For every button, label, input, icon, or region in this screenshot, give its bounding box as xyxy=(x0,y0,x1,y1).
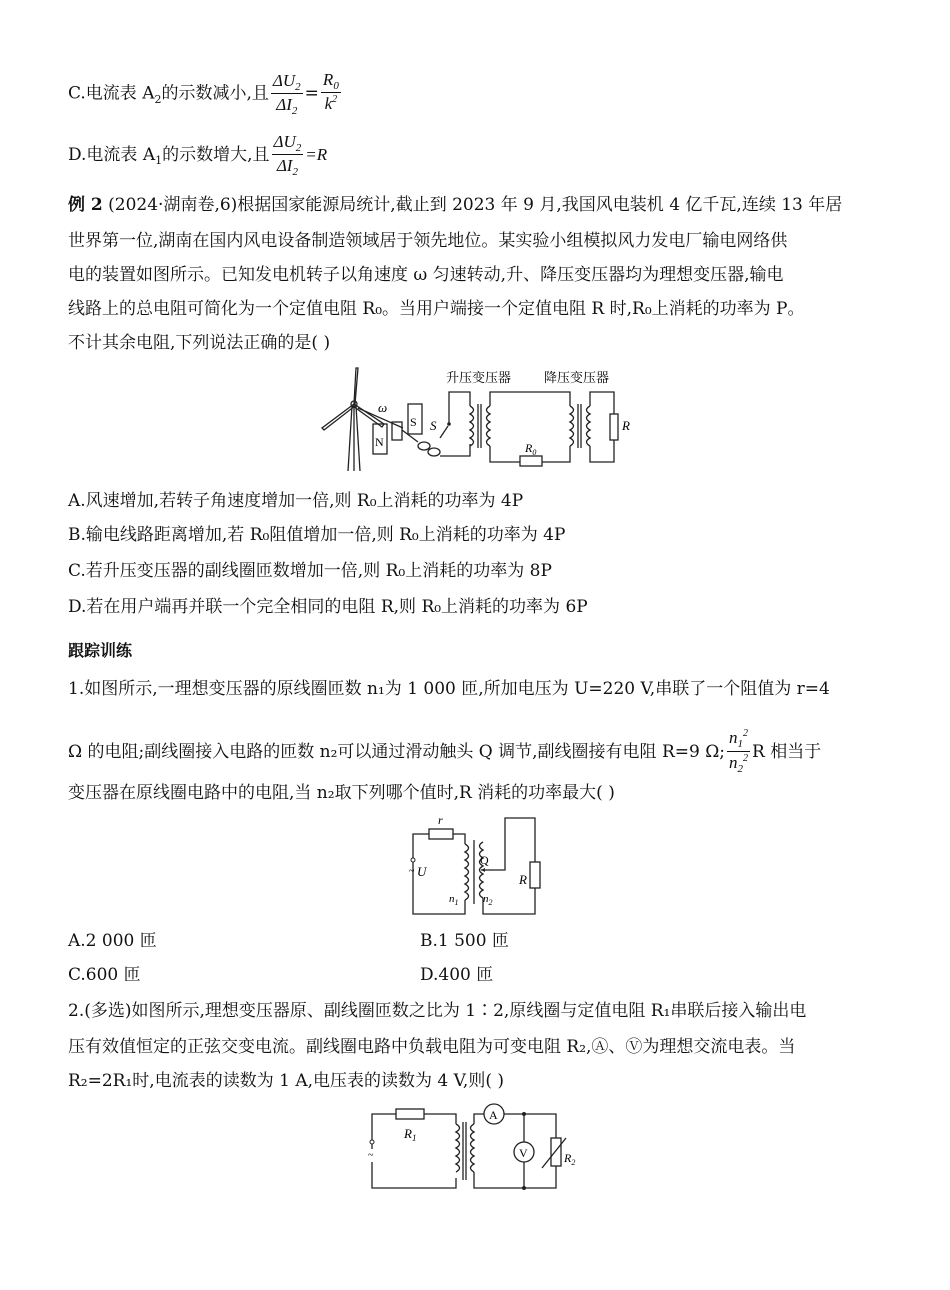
ammeter-label: A xyxy=(489,1108,498,1122)
example2-line1: 例 2 (2024·湖南卷,6)根据国家能源局统计,截止到 2023 年 9 月,我国风电装机 4 亿千瓦,连续 13 年居 xyxy=(68,195,843,215)
wind-turbine-icon xyxy=(322,368,403,471)
option-d: D.电流表 $A_1$的示数增大,且 $\frac{\Delta U_2}{\Delta I_2}$ =R xyxy=(68,132,328,178)
option-c: C.电流表 $A_2$的示数减小,且 $\frac{\Delta U_2}{\Delta I_2}$ = $\frac{R_0}{k^2}$ xyxy=(68,70,339,117)
omega-label: ω xyxy=(378,400,388,415)
q1-line2: Ω 的电阻;副线圈接入电路的匝数 n₂可以通过滑动触头 Q 调节,副线圈接有电阻 R=9 Ω; $\frac{n_1^2}{n_2^2}$ R 相当于 xyxy=(68,728,822,775)
r2-label: $R_2$ xyxy=(564,1151,576,1167)
r-label: r xyxy=(438,813,443,827)
wind-power-circuit-diagram xyxy=(318,366,648,476)
south-pole-label: S xyxy=(410,415,417,429)
q1-line1: 1.如图所示,一理想变压器的原线圈匝数 n₁为 1 000 匝,所加电压为 U=220 V,串联了一个阻值为 r=4 xyxy=(68,679,830,699)
example2-option-b: B.输电线路距离增加,若 R₀阻值增加一倍,则 R₀上消耗的功率为 4P xyxy=(68,525,566,545)
example2-line4: 线路上的总电阻可简化为一个定值电阻 R₀。当用户端接一个定值电阻 R 时,R₀上消耗的功率为 P。 xyxy=(68,299,805,319)
q-label: Q xyxy=(480,853,489,867)
r1-label: $R_1$ xyxy=(404,1126,417,1143)
example2-line3: 电的装置如图所示。已知发电机转子以角速度 ω 匀速转动,升、降压变压器均为理想变压器,输电 xyxy=(68,265,784,285)
step-up-label: 升压变压器 xyxy=(446,370,512,385)
ammeter-voltmeter-circuit-diagram xyxy=(366,1104,576,1194)
q1-option-b: B.1 500 匝 xyxy=(420,931,509,951)
q1-option-a: A.2 000 匝 xyxy=(68,931,157,951)
example2-option-a: A.风速增加,若转子角速度增加一倍,则 R₀上消耗的功率为 4P xyxy=(68,491,524,511)
svg-text:~: ~ xyxy=(409,866,415,877)
example2-option-d: D.若在用户端再并联一个完全相同的电阻 R,则 R₀上消耗的功率为 6P xyxy=(68,597,588,617)
n2-label: $n_2$ xyxy=(483,893,493,907)
switch-label: S xyxy=(430,418,437,433)
step-down-label: 降压变压器 xyxy=(544,370,610,385)
example2-line2: 世界第一位,湖南在国内风电设备制造领域居于领先地位。某实验小组模拟风力发电厂输电网络供 xyxy=(68,231,788,251)
transformer-circuit-diagram xyxy=(405,812,545,920)
fraction-r0-k2: $\frac{R_0}{k^2}$ xyxy=(322,70,339,113)
q2-line2: 压有效值恒定的正弦交变电流。副线圈电路中负载电阻为可变电阻 R₂,Ⓐ、Ⓥ为理想交流电表。当 xyxy=(68,1037,796,1057)
q2-line3: R₂=2R₁时,电流表的读数为 1 A,电压表的读数为 4 V,则( ) xyxy=(68,1071,504,1091)
example2-option-c: C.若升压变压器的副线圈匝数增加一倍,则 R₀上消耗的功率为 8P xyxy=(68,561,552,581)
n1-n2-fraction: $\frac{n_1^2}{n_2^2}$ xyxy=(729,728,749,775)
fraction-du-di: $\frac{\Delta U_2}{\Delta I_2}$ xyxy=(272,70,301,117)
r-load-label: R xyxy=(622,418,630,433)
fraction-du-di-d: $\frac{\Delta U_2}{\Delta I_2}$ xyxy=(273,132,302,178)
voltmeter-label: V xyxy=(519,1146,528,1160)
north-pole-label: N xyxy=(375,435,384,449)
q1-option-d: D.400 匝 xyxy=(420,965,494,985)
section-heading: 跟踪训练 xyxy=(68,641,133,660)
q1-line3: 变压器在原线圈电路中的电阻,当 n₂取下列哪个值时,R 消耗的功率最大( ) xyxy=(68,783,615,803)
q1-option-c: C.600 匝 xyxy=(68,965,141,985)
n1-label: $n_1$ xyxy=(449,893,459,907)
u-label: U xyxy=(417,864,427,879)
example2-line5: 不计其余电阻,下列说法正确的是( ) xyxy=(68,333,331,353)
q2-line1: 2.(多选)如图所示,理想变压器原、副线圈匝数之比为 1∶2,原线圈与定值电阻 R₁串联后接入输出电 xyxy=(68,1001,807,1021)
r-load-label-2: R xyxy=(519,872,527,887)
svg-text:~: ~ xyxy=(368,1150,374,1161)
r0-label: $R_0$ xyxy=(525,441,537,457)
